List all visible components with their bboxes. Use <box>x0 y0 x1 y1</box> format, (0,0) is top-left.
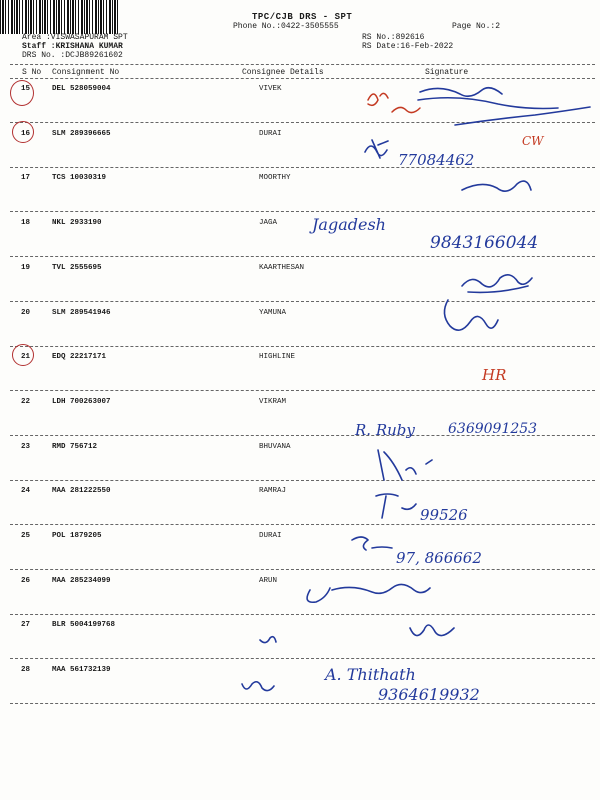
signature-24 <box>376 494 416 518</box>
staff-label: Staff :KRISHANA KUMAR <box>22 42 123 51</box>
row-consignment-no: BLR 5004199768 <box>52 621 116 629</box>
row-sno: 19 <box>21 264 31 272</box>
row-sno: 28 <box>21 666 31 674</box>
row-consignee: DURAI <box>259 130 282 138</box>
row-consignee: YAMUNA <box>259 309 287 317</box>
row-divider <box>10 256 595 257</box>
row-divider <box>10 167 595 168</box>
signature-26 <box>307 584 430 602</box>
row-divider <box>10 435 595 436</box>
row-consignment-no: MAA 285234099 <box>52 577 111 585</box>
row-consignee: BHUVANA <box>259 443 291 451</box>
row-consignment-no: EDQ 22217171 <box>52 353 107 361</box>
row-sno: 22 <box>21 398 31 406</box>
row-consignee: MOORTHY <box>259 174 291 182</box>
row-sno: 27 <box>21 621 31 629</box>
area-label: Area :VISWASAPURAM SPT <box>22 33 128 42</box>
row-consignee: RAMRAJ <box>259 487 287 495</box>
col-consignment: Consignment No <box>52 68 120 77</box>
row-consignment-no: LDH 700263007 <box>52 398 111 406</box>
row-divider <box>10 480 595 481</box>
row-consignment-no: TCS 10030319 <box>52 174 107 182</box>
row-consignment-no: POL 1879205 <box>52 532 102 540</box>
row-consignment-no: SLM 289541946 <box>52 309 111 317</box>
row23-phone: 6369091253 <box>448 421 538 437</box>
red-scribble-15 <box>392 107 420 112</box>
signature-20 <box>444 300 498 330</box>
row28-phone: 9364619932 <box>378 685 480 704</box>
row-sno: 23 <box>21 443 31 451</box>
signature-23 <box>378 450 432 480</box>
circle-mark-15 <box>10 80 34 106</box>
row-divider <box>10 301 595 302</box>
header-top-rule <box>10 64 595 65</box>
row-consignment-no: SLM 289396665 <box>52 130 111 138</box>
red-initials-15 <box>368 93 388 105</box>
row-consignment-no: MAA 561732139 <box>52 666 111 674</box>
drs-number: DRS No. :DCJB89261602 <box>22 51 123 60</box>
barcode <box>0 0 118 34</box>
row-divider <box>10 703 595 704</box>
row-divider <box>10 614 595 615</box>
row23-name: R. Ruby <box>355 421 415 439</box>
row-sno: 21 <box>21 353 31 361</box>
row-divider <box>10 346 595 347</box>
signature-16 <box>365 140 388 158</box>
row25-phone: 97, 866662 <box>396 549 482 567</box>
row-consignment-no: TVL 2555695 <box>52 264 102 272</box>
row16-phone: 77084462 <box>398 151 475 169</box>
row-sno: 17 <box>21 174 31 182</box>
row-consignee: VIKRAM <box>259 398 287 406</box>
row-consignee: VIVEK <box>259 85 282 93</box>
row-consignment-no: RMD 756712 <box>52 443 98 451</box>
row-consignee: ARUN <box>259 577 278 585</box>
signature-25 <box>352 537 392 550</box>
header-bottom-rule <box>10 78 595 79</box>
signature-19 <box>462 275 532 293</box>
row-divider <box>10 658 595 659</box>
row24-phone: 99526 <box>420 506 468 524</box>
row-sno: 20 <box>21 309 31 317</box>
phone-number: Phone No.:0422-3505555 <box>233 22 339 31</box>
row16-mark: CW <box>522 134 544 148</box>
signature-28a <box>242 682 274 691</box>
signature-27b <box>410 625 454 636</box>
signature-27a <box>260 637 276 643</box>
row-consignee: HIGHLINE <box>259 353 296 361</box>
row-sno: 24 <box>21 487 31 495</box>
row-consignee: JAGA <box>259 219 278 227</box>
rs-date: RS Date:16-Feb-2022 <box>362 42 454 51</box>
circle-mark-21 <box>12 344 34 366</box>
row-consignee: DURAI <box>259 532 282 540</box>
row-divider <box>10 390 595 391</box>
page-number: Page No.:2 <box>452 22 501 31</box>
row-consignment-no: MAA 281222550 <box>52 487 111 495</box>
row-consignment-no: DEL 528059004 <box>52 85 111 93</box>
row21-mark: HR <box>482 366 507 384</box>
row18-name: Jagadesh <box>312 215 386 234</box>
row-divider <box>10 524 595 525</box>
row18-phone: 9843166044 <box>430 233 539 253</box>
row-divider <box>10 569 595 570</box>
row-divider <box>10 122 595 123</box>
col-signature: Signature <box>425 68 469 77</box>
circle-mark-16 <box>12 121 34 143</box>
row-sno: 25 <box>21 532 31 540</box>
row-divider <box>10 211 595 212</box>
signature-15 <box>418 88 558 109</box>
row-sno: 18 <box>21 219 31 227</box>
signature-17 <box>462 181 531 191</box>
row28-name: A. Thithath <box>325 665 416 684</box>
row-sno: 15 <box>21 85 31 93</box>
row-sno: 26 <box>21 577 31 585</box>
col-sno: S No <box>22 68 42 77</box>
row-sno: 16 <box>21 130 31 138</box>
col-consignee: Consignee Details <box>242 68 324 77</box>
row-consignment-no: NKL 2933190 <box>52 219 102 227</box>
rs-number: RS No.:892616 <box>362 33 425 42</box>
document-title: TPC/CJB DRS - SPT <box>252 12 353 22</box>
row-consignee: KAARTHESAN <box>259 264 305 272</box>
